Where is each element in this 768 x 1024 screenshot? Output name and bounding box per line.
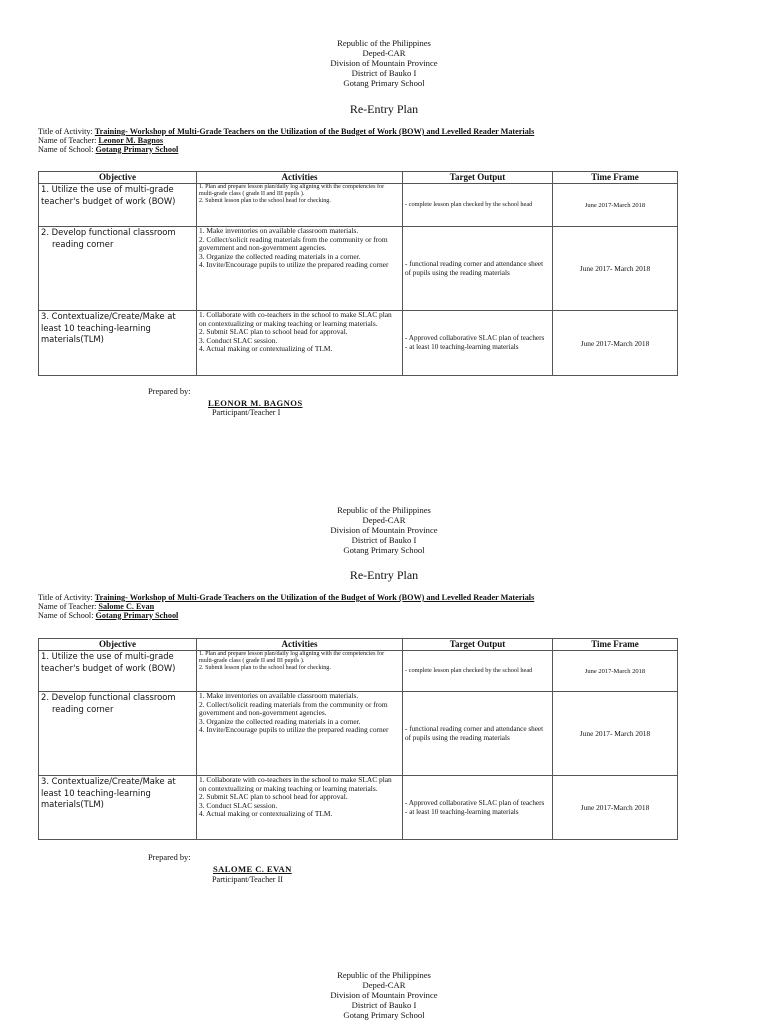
activity-item: 2. Submit lesson plan to the school head for checking. (199, 198, 331, 204)
activity-item: 1. Make inventories on available classroom materials. (199, 226, 359, 235)
activities-cell (197, 776, 403, 840)
time-frame-cell: June 2017-March 2018 (553, 311, 678, 376)
activity-item: 1. Collaborate with co-teachers in the school to make SLAC plan on contextualizing or making teaching or learning materials. (199, 310, 392, 328)
objective-line: 2. Develop functional classroom (41, 227, 176, 237)
activity-item: 4. Actual making or contextualizing of TLM. (199, 809, 333, 819)
school-line (38, 146, 534, 155)
activities-cell (197, 184, 403, 227)
activity-title: Training- Workshop of Multi-Grade Teachers on the Utilization of the Budget of Work (BOW) and Levelled Reader Materials (94, 127, 535, 136)
target-output-cell (403, 184, 553, 227)
target-item: - Approved collaborative SLAC plan of teachers (405, 798, 545, 807)
target-item: - at least 10 teaching-learning materials (405, 343, 519, 351)
target-item: - at least 10 teaching-learning materials (405, 807, 519, 816)
teacher-label: Name of Teacher: (38, 601, 97, 611)
activity-item: 1. Make inventories on available classroom materials. (199, 691, 359, 700)
header-line: District of Bauko I (351, 535, 417, 545)
activity-item: 3. Conduct SLAC session. (199, 800, 278, 810)
header-line: District of Bauko I (351, 68, 417, 78)
table-row (39, 311, 678, 376)
objective-line: least 10 teaching-learning (41, 322, 151, 333)
letterhead (0, 970, 768, 1020)
objective-line: 3. Contextualize/Create/Make at (41, 776, 176, 786)
activity-title: Training- Workshop of Multi-Grade Teachers on the Utilization of the Budget of Work (BOW) and Levelled Reader Materials (94, 593, 535, 602)
target-output-cell (403, 311, 553, 376)
activity-label: Title of Activity: (38, 593, 93, 602)
plan-title: Re-Entry Plan (349, 568, 419, 582)
activity-item: 4. Actual making or contextualizing of TLM. (199, 344, 333, 354)
activity-item: 3. Conduct SLAC session. (199, 335, 278, 345)
header-line: Deped-CAR (362, 48, 406, 58)
plan-table (38, 638, 678, 840)
activities-cell (197, 692, 403, 776)
meta-block (38, 128, 534, 154)
table-row (39, 184, 678, 227)
objective-line: 3. Contextualize/Create/Make at (41, 311, 176, 321)
header-line: Division of Mountain Province (330, 525, 438, 535)
table-row (39, 227, 678, 311)
header-line: Deped-CAR (362, 515, 406, 525)
activity-item: 4. Invite/Encourage pupils to utilize the prepared reading corner (199, 725, 389, 735)
objective-line: 1. Utilize the use of multi-grade (41, 184, 174, 194)
school-label: Name of School: (38, 610, 94, 620)
activities-cell (197, 651, 403, 692)
objective-line: 1. Utilize the use of multi-grade (41, 651, 174, 661)
header-line: Deped-CAR (362, 980, 406, 990)
target-output-cell (403, 227, 553, 311)
teacher-label: Name of Teacher: (38, 135, 97, 145)
objective-cell (39, 184, 197, 227)
target-item: - functional reading corner and attendance sheet of pupils using the reading materials (405, 259, 544, 277)
objective-line: teacher's budget of work (BOW) (41, 195, 176, 206)
col-header-target-output: Target Output (403, 639, 553, 651)
header-line: Division of Mountain Province (330, 990, 438, 1000)
letterhead (0, 505, 768, 555)
col-header-target-output: Target Output (403, 172, 553, 184)
time-frame-cell: June 2017-March 2018 (553, 184, 678, 227)
objective-cell (39, 651, 197, 692)
objective-line: reading corner (52, 238, 114, 249)
meta-block (38, 594, 534, 620)
table-row (39, 776, 678, 840)
target-output-cell (403, 776, 553, 840)
time-frame-cell: June 2017-March 2018 (553, 776, 678, 840)
target-item: - complete lesson plan checked by the school head (405, 201, 533, 209)
header-line: Gotang Primary School (343, 78, 425, 88)
activity-item: 1. Plan and prepare lesson plan/daily log aligning with the competencies for multi-grade class ( grade II and III pupils ). (199, 651, 385, 664)
header-line: Gotang Primary School (343, 1010, 425, 1020)
objective-cell (39, 692, 197, 776)
teacher-name: Leonor M. Bagnos (98, 135, 164, 145)
school-label: Name of School: (38, 144, 94, 154)
letterhead (0, 38, 768, 88)
prepared-by-label: Prepared by: (148, 853, 191, 862)
activity-item: 3. Organize the collected reading materials in a corner. (199, 716, 361, 726)
target-output-cell (403, 651, 553, 692)
objective-line: least 10 teaching-learning (41, 787, 151, 798)
col-header-objective: Objective (39, 172, 197, 184)
activities-cell (197, 227, 403, 311)
school-line (38, 612, 534, 621)
target-item: - complete lesson plan checked by the school head (405, 667, 533, 675)
col-header-objective: Objective (39, 639, 197, 651)
signatory-name: LEONOR M. BAGNOS (208, 398, 303, 408)
col-header-time-frame: Time Frame (553, 172, 678, 184)
objective-cell (39, 311, 197, 376)
table-row (39, 651, 678, 692)
prepared-by-label: Prepared by: (148, 387, 191, 396)
time-frame-cell: June 2017-March 2018 (553, 651, 678, 692)
header-line: Republic of the Philippines (337, 970, 431, 980)
target-output-cell (403, 692, 553, 776)
signatory-position: Participant/Teacher I (212, 408, 281, 417)
activity-item: 2. Submit SLAC plan to school head for approval. (199, 792, 348, 802)
signatory-position: Participant/Teacher II (212, 875, 284, 884)
activity-item: 2. Submit SLAC plan to school head for approval. (199, 327, 348, 337)
time-frame-cell: June 2017- March 2018 (553, 692, 678, 776)
teacher-name: Salome C. Evan (98, 601, 155, 611)
objective-cell (39, 776, 197, 840)
activities-cell (197, 311, 403, 376)
activity-item: 3. Organize the collected reading materials in a corner. (199, 251, 361, 261)
school-name: Gotang Primary School (95, 144, 179, 154)
activity-item: 4. Invite/Encourage pupils to utilize the prepared reading corner (199, 260, 389, 270)
objective-line: teacher's budget of work (BOW) (41, 662, 176, 673)
objective-line: reading corner (52, 703, 114, 714)
objective-line: materials(TLM) (41, 334, 104, 344)
time-frame-cell: June 2017- March 2018 (553, 227, 678, 311)
school-name: Gotang Primary School (95, 610, 179, 620)
col-header-activities: Activities (197, 639, 403, 651)
activity-label: Title of Activity: (38, 127, 93, 136)
target-item: - functional reading corner and attendance sheet of pupils using the reading materials (405, 724, 544, 742)
table-row (39, 692, 678, 776)
header-line: Gotang Primary School (343, 545, 425, 555)
col-header-time-frame: Time Frame (553, 639, 678, 651)
activity-item: 2. Collect/solicit reading materials from the community or from government and non-government agencies. (199, 234, 388, 253)
header-line: District of Bauko I (351, 1000, 417, 1010)
plan-title: Re-Entry Plan (349, 102, 419, 116)
signatory-name: SALOME C. EVAN (213, 864, 292, 874)
col-header-activities: Activities (197, 172, 403, 184)
objective-line: 2. Develop functional classroom (41, 692, 176, 702)
target-item: - Approved collaborative SLAC plan of teachers (405, 334, 545, 343)
objective-cell (39, 227, 197, 311)
activity-item: 2. Submit lesson plan to the school head for checking. (199, 665, 331, 671)
header-line: Division of Mountain Province (330, 58, 438, 68)
activity-item: 2. Collect/solicit reading materials from the community or from government and non-government agencies. (199, 699, 388, 718)
table-header-row (39, 172, 678, 184)
activity-item: 1. Collaborate with co-teachers in the school to make SLAC plan on contextualizing or making teaching or learning materials. (199, 775, 392, 793)
objective-line: materials(TLM) (41, 799, 104, 809)
table-header-row (39, 639, 678, 651)
header-line: Republic of the Philippines (337, 38, 431, 48)
plan-table (38, 171, 678, 376)
header-line: Republic of the Philippines (337, 505, 431, 515)
activity-item: 1. Plan and prepare lesson plan/daily log aligning with the competencies for multi-grade class ( grade II and III pupils ). (199, 184, 385, 197)
